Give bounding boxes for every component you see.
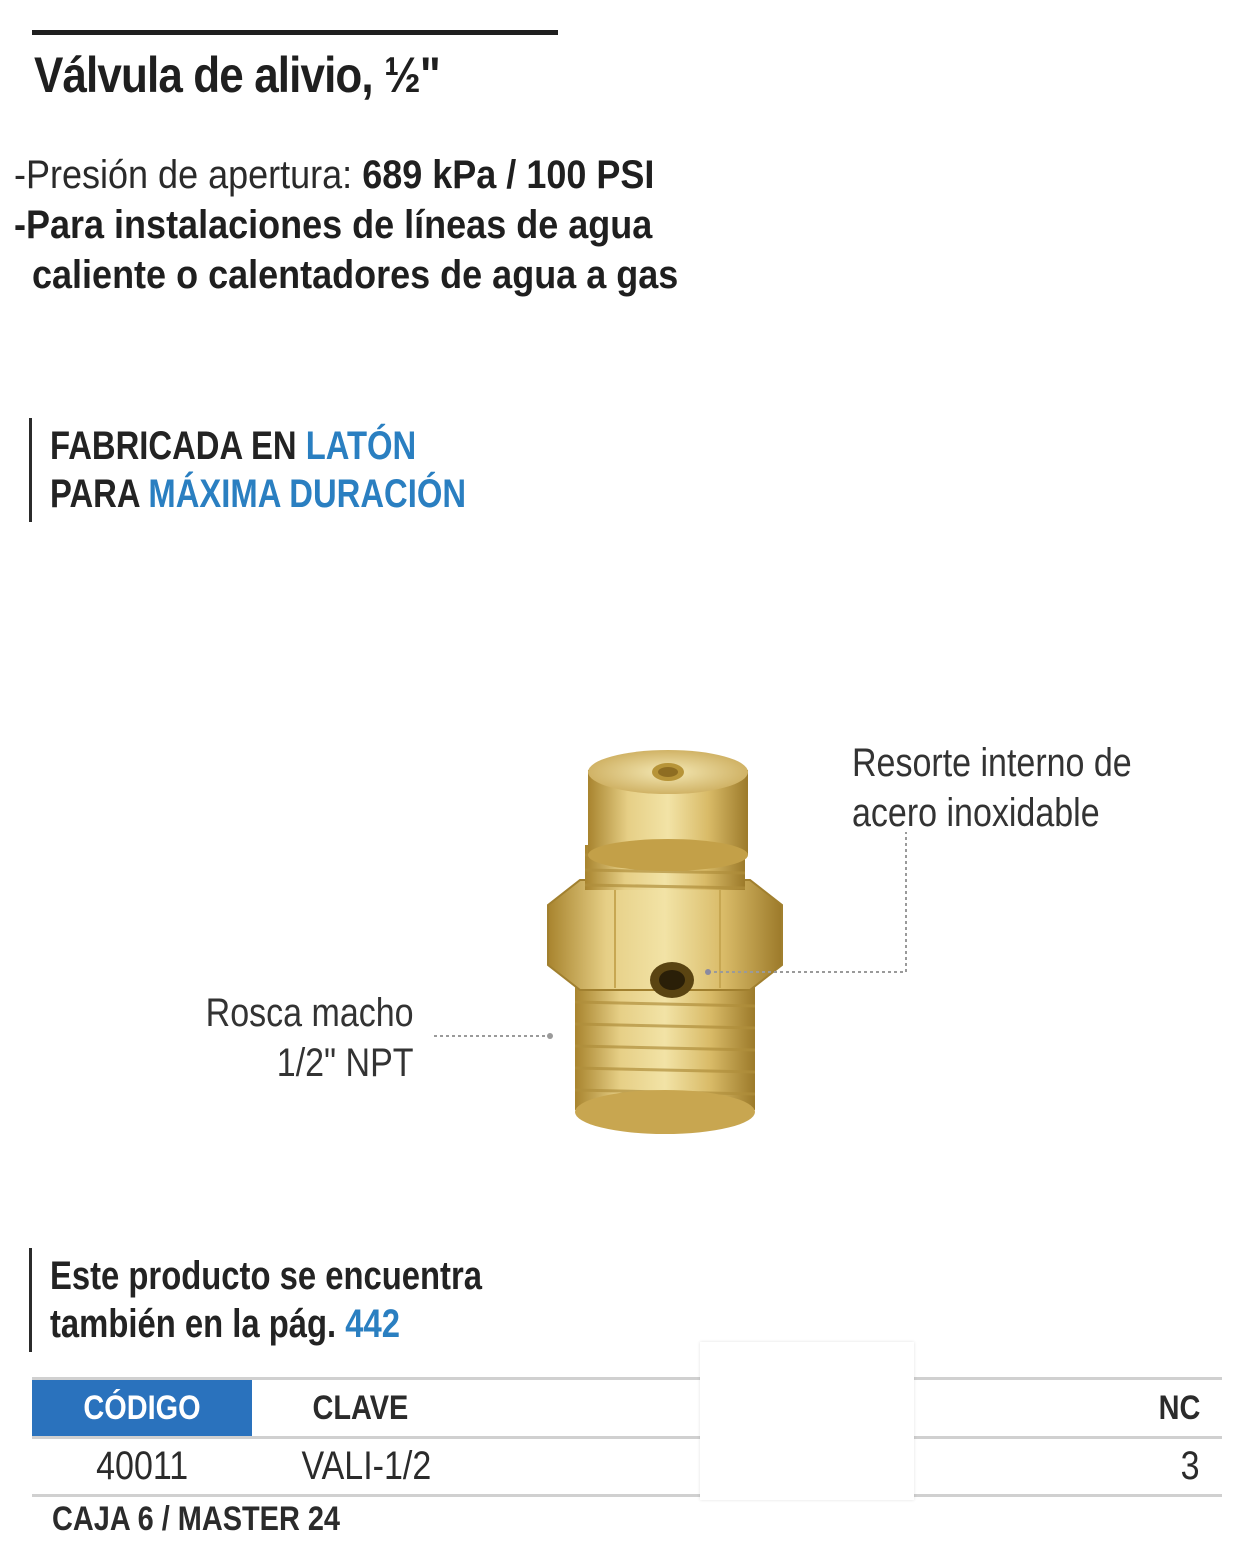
page-ref-number: 442 — [345, 1302, 400, 1346]
page-ref-line2-text: también en la pág. — [50, 1302, 346, 1346]
feature-line2-highlight: MÁXIMA DURACIÓN — [148, 472, 467, 516]
table-cell-nc: 3 — [1180, 1444, 1200, 1488]
spring-label-line1: Resorte interno de — [852, 741, 1132, 785]
spec-pressure-label: -Presión de apertura: — [14, 153, 363, 197]
spec-usage-line2: caliente o calentadores de agua a gas — [32, 253, 679, 297]
spring-label-line2: acero inoxidable — [852, 791, 1100, 835]
table-bottom-rule — [32, 1494, 1222, 1497]
product-title: Válvula de alivio, ½" — [34, 47, 440, 103]
table-cell-code: 40011 — [95, 1444, 189, 1488]
table-header-nc: NC — [1159, 1389, 1201, 1427]
feature-line1-text: FABRICADA EN — [50, 424, 306, 468]
spring-label — [852, 738, 1132, 838]
feature-accent-bar — [29, 418, 32, 522]
page-reference — [50, 1252, 482, 1348]
spec-pressure-value: 689 kPa / 100 PSI — [362, 153, 655, 197]
feature-line2-text: PARA — [50, 472, 149, 516]
leader-lines — [420, 830, 920, 1050]
blank-panel — [700, 1342, 914, 1500]
spec-usage-line1: -Para instalaciones de líneas de agua — [14, 203, 653, 247]
thread-label-line1: Rosca macho — [206, 991, 414, 1035]
thread-label-line2: 1/2" NPT — [277, 1041, 414, 1085]
page-ref-accent-bar — [29, 1248, 32, 1352]
table-cell-key: VALI-1/2 — [301, 1444, 431, 1488]
page-ref-line1: Este producto se encuentra — [50, 1254, 482, 1298]
spec-usage — [14, 200, 678, 300]
feature-line1-highlight: LATÓN — [305, 424, 417, 468]
packaging-info: CAJA 6 / MASTER 24 — [52, 1500, 341, 1538]
feature-callout — [50, 422, 466, 518]
spec-pressure — [14, 150, 654, 200]
title-rule — [32, 30, 558, 35]
thread-label — [206, 988, 414, 1088]
table-header-code: CÓDIGO — [32, 1380, 252, 1436]
table-header-key: CLAVE — [312, 1389, 408, 1427]
